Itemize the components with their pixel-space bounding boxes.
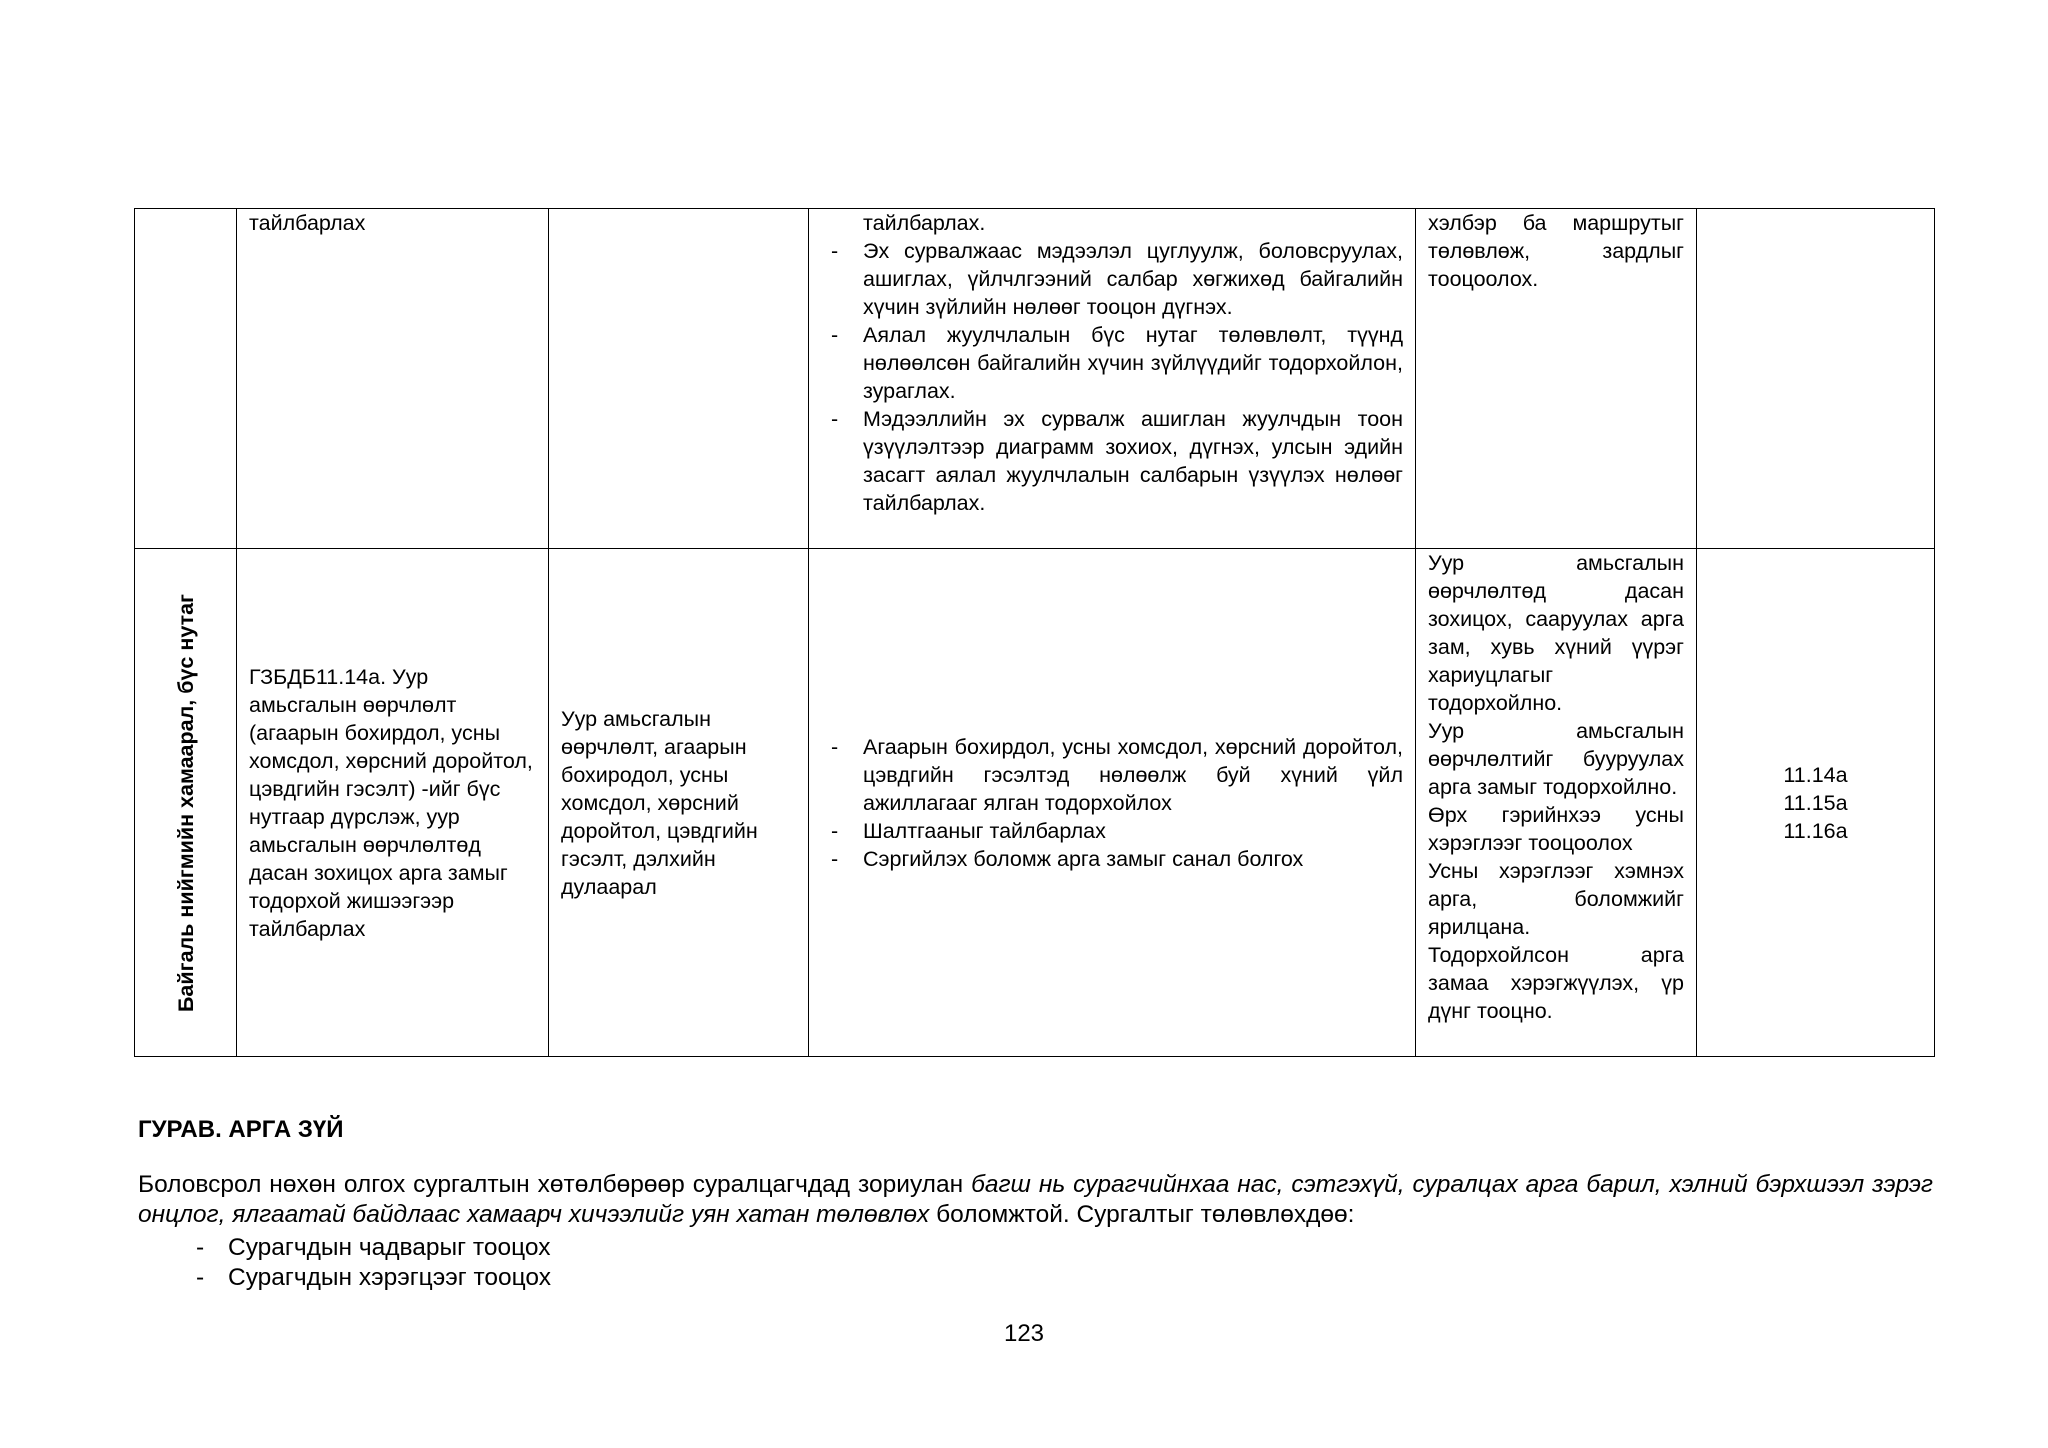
table-cell [237,209,549,549]
table-cell [1416,209,1697,549]
list-item: - Сурагчдын хэрэгцээг тооцох [192,1263,551,1293]
table-cell [135,549,237,1057]
activities-list [821,733,1403,873]
table-cell [809,549,1416,1057]
assessment-item: Уур амьсгалын өөрчлөлтийг бууруулах арга замыг тодорхойлно. [1428,719,1684,799]
list-item: - Шалтгааныг тайлбарлах [821,817,1403,845]
table-cell [135,209,237,549]
theme-vertical-label: Байгаль нийгмийн хамаарал, бүс нутаг [173,593,198,1012]
paragraph-emphasis: багш нь сурагчийнхаа нас, сэтгэхүй, суралцах арга барил, хэлний бэрхшээл зэрэг онцлог, ялгаатай байдлаас хамаарч хичээлийг уян хатан төлөвлөх [138,1171,1933,1228]
table-cell [1416,549,1697,1057]
list-item: - Эх сурвалжаас мэдээлэл цуглуулж, боловсруулах, ашиглах, үйлчлгээний салбар хөгжихөд байгалийн хүчин зүйлийн нөлөөг тооцон дүгнэх. [821,237,1403,321]
table-row [135,549,1935,1057]
list-item: - Мэдээллийн эх сурвалж ашиглан жуулчдын тоон үзүүлэлтээр диаграмм зохиох, дүгнэх, улсын эдийн засагт аялал жуулчлалын салбарын үзүүлэх нөлөөг тайлбарлах. [821,405,1403,517]
assessment-item: Уур амьсгалын өөрчлөлтөд дасан зохицох, сааруулах арга зам, хувь хүний үүрэг хариуцлагыг тодорхойлно. [1428,551,1684,715]
assessment-item: Усны хэрэглээг хэмнэх арга, боломжийг ярилцана. [1428,859,1684,939]
table-cell [549,209,809,549]
topics-text: Уур амьсгалын өөрчлөлт, агаарын бохиродол, усны хомсдол, хөрсний доройтол, цэвдгийн гэсэлт, дэлхийн дулаарал [561,706,758,899]
table-cell [237,549,549,1057]
activities-intro: тайлбарлах. [863,211,986,235]
standard-code: 11.15а [1783,790,1848,815]
standard-code: 11.16а [1783,818,1848,843]
table-cell [549,549,809,1057]
standard-code: 11.14а [1783,762,1848,787]
planning-list [192,1233,551,1293]
list-item: - Агаарын бохирдол, усны хомсдол, хөрсний доройтол, цэвдгийн гэсэлтэд нөлөөлж буй хүний үйл ажиллагааг ялган тодорхойлох [821,733,1403,817]
paragraph-text: боломжтой. Сургалтыг төлөвлөхдөө: [929,1201,1355,1228]
list-item: - Сурагчдын чадварыг тооцох [192,1233,551,1263]
table-cell [809,209,1416,549]
paragraph-text: Боловсрол нөхөн олгох сургалтын хөтөлбөрөөр суралцагчдад зориулан [138,1171,972,1198]
activities-list [821,237,1403,517]
assessment-item: Өрх гэрийнхээ усны хэрэглээг тооцоолох [1428,803,1684,855]
page-number: 123 [1003,1320,1045,1347]
table-cell [1697,549,1935,1057]
table-row [135,209,1935,549]
assessment-text: хэлбэр ба маршрутыг төлөвлөж, зардлыг тооцоолох. [1428,211,1684,291]
assessment-item: Тодорхойлсон арга замаа хэрэгжүүлэх, үр дүнг тооцно. [1428,943,1684,1023]
list-item: - Сэргийлэх боломж арга замыг санал болгох [821,845,1403,873]
section-heading: ГУРАВ. АРГА ЗҮЙ [138,1116,344,1143]
objective-text: тайлбарлах [249,211,366,235]
curriculum-table [134,208,1935,1057]
methodology-paragraph [138,1170,1933,1230]
objective-text: ГЗБДБ11.14а. Уур амьсгалын өөрчлөлт (агаарын бохирдол, усны хомсдол, хөрсний доройтол, цэвдгийн гэсэлт) -ийг бүс нутгаар дүрслэж, уур амьсгалын өөрчлөлтөд дасан зохицох арга замыг тодорхой жишээгээр тайлбарлах [249,664,533,941]
table-cell [1697,209,1935,549]
list-item: - Аялал жуулчлалын бүс нутаг төлөвлөлт, түүнд нөлөөлсөн байгалийн хүчин зүйлүүдийг тодорхойлон, зураглах. [821,321,1403,405]
